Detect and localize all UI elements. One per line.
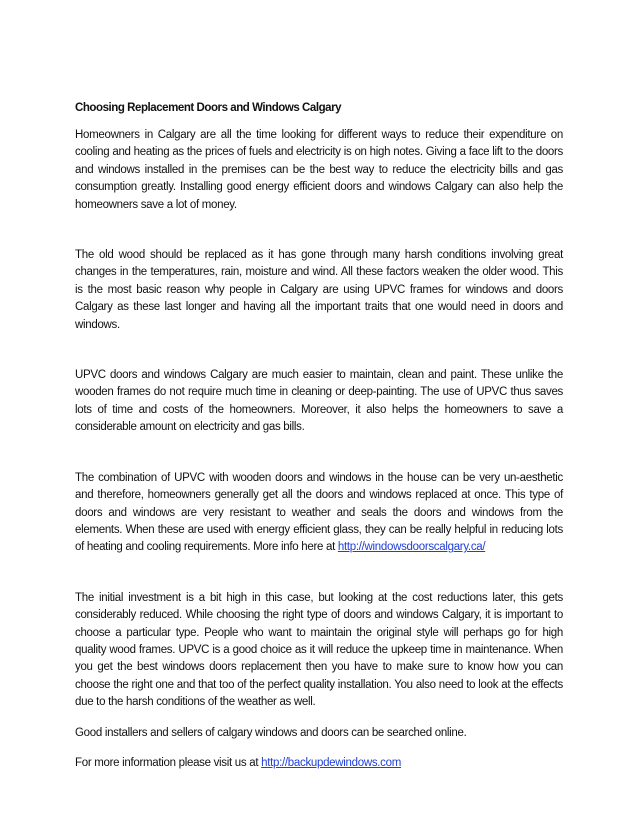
paragraph-4 <box>75 470 563 557</box>
document-page <box>75 100 563 772</box>
spacer <box>75 742 563 755</box>
spacer <box>75 437 563 470</box>
spacer <box>75 712 563 725</box>
spacer <box>75 557 563 590</box>
paragraph-3: UPVC doors and windows Calgary are much easier to maintain, clean and paint. These unlike the wooden frames do not require much time in cleaning or deep-painting. The use of UPVC thus saves lots of time and costs of the homeowners. Moreover, it also helps the homeowners to save a considerable amount on electricity and gas bills. <box>75 369 563 434</box>
paragraph-7 <box>75 755 563 772</box>
paragraph-2: The old wood should be replaced as it has gone through many harsh conditions involving great changes in the temperatures, rain, moisture and wind. All these factors weaken the older wood. This is the most basic reason why people in Calgary are using UPVC frames for windows and doors Calgary as these last longer and having all the important traits that one would need in doors and windows. <box>75 249 563 331</box>
paragraph-5: The initial investment is a bit high in this case, but looking at the cost reductions later, this gets considerably reduced. While choosing the right type of doors and windows Calgary, it is important to choose a particular type. People who want to maintain the original style will perhaps go for high quality wood frames. UPVC is a good choice as it will reduce the upkeep time in maintenance. When you get the best windows doors replacement then you have to make sure to know how you can choose the right one and that too of the perfect quality installation. You also need to look at the effects due to the harsh conditions of the weather as well. <box>75 591 563 709</box>
paragraph-7-text: For more information please visit us at <box>75 756 262 769</box>
backupdewindows-link[interactable]: http://backupdewindows.com <box>261 756 402 769</box>
windowsdoorscalgary-link[interactable]: http://windowsdoorscalgary.ca/ <box>337 541 486 554</box>
document-title: Choosing Replacement Doors and Windows Calgary <box>75 102 342 114</box>
spacer <box>75 334 563 367</box>
paragraph-4-text: The combination of UPVC with wooden doors and windows in the house can be very un-aesthetic and therefore, homeowners generally get all the doors and windows replaced at once. This type of doors and windows are very resistant to weather and seals the doors and windows from the elements. When these are used with energy efficient glass, they can be really helpful in reducing lots of heating and cooling requirements. More info here at <box>75 471 563 554</box>
paragraph-1: Homeowners in Calgary are all the time looking for different ways to reduce their expenditure on cooling and heating as the prices of fuels and electricity is on high notes. Giving a face lift to the doors and windows installed in the premises can be the best way to reduce the electricity bills and gas consumption greatly. Installing good energy efficient doors and windows Calgary can also help the homeowners save a lot of money. <box>75 129 563 211</box>
paragraph-6: Good installers and sellers of calgary windows and doors can be searched online. <box>75 726 467 739</box>
spacer <box>75 214 563 247</box>
